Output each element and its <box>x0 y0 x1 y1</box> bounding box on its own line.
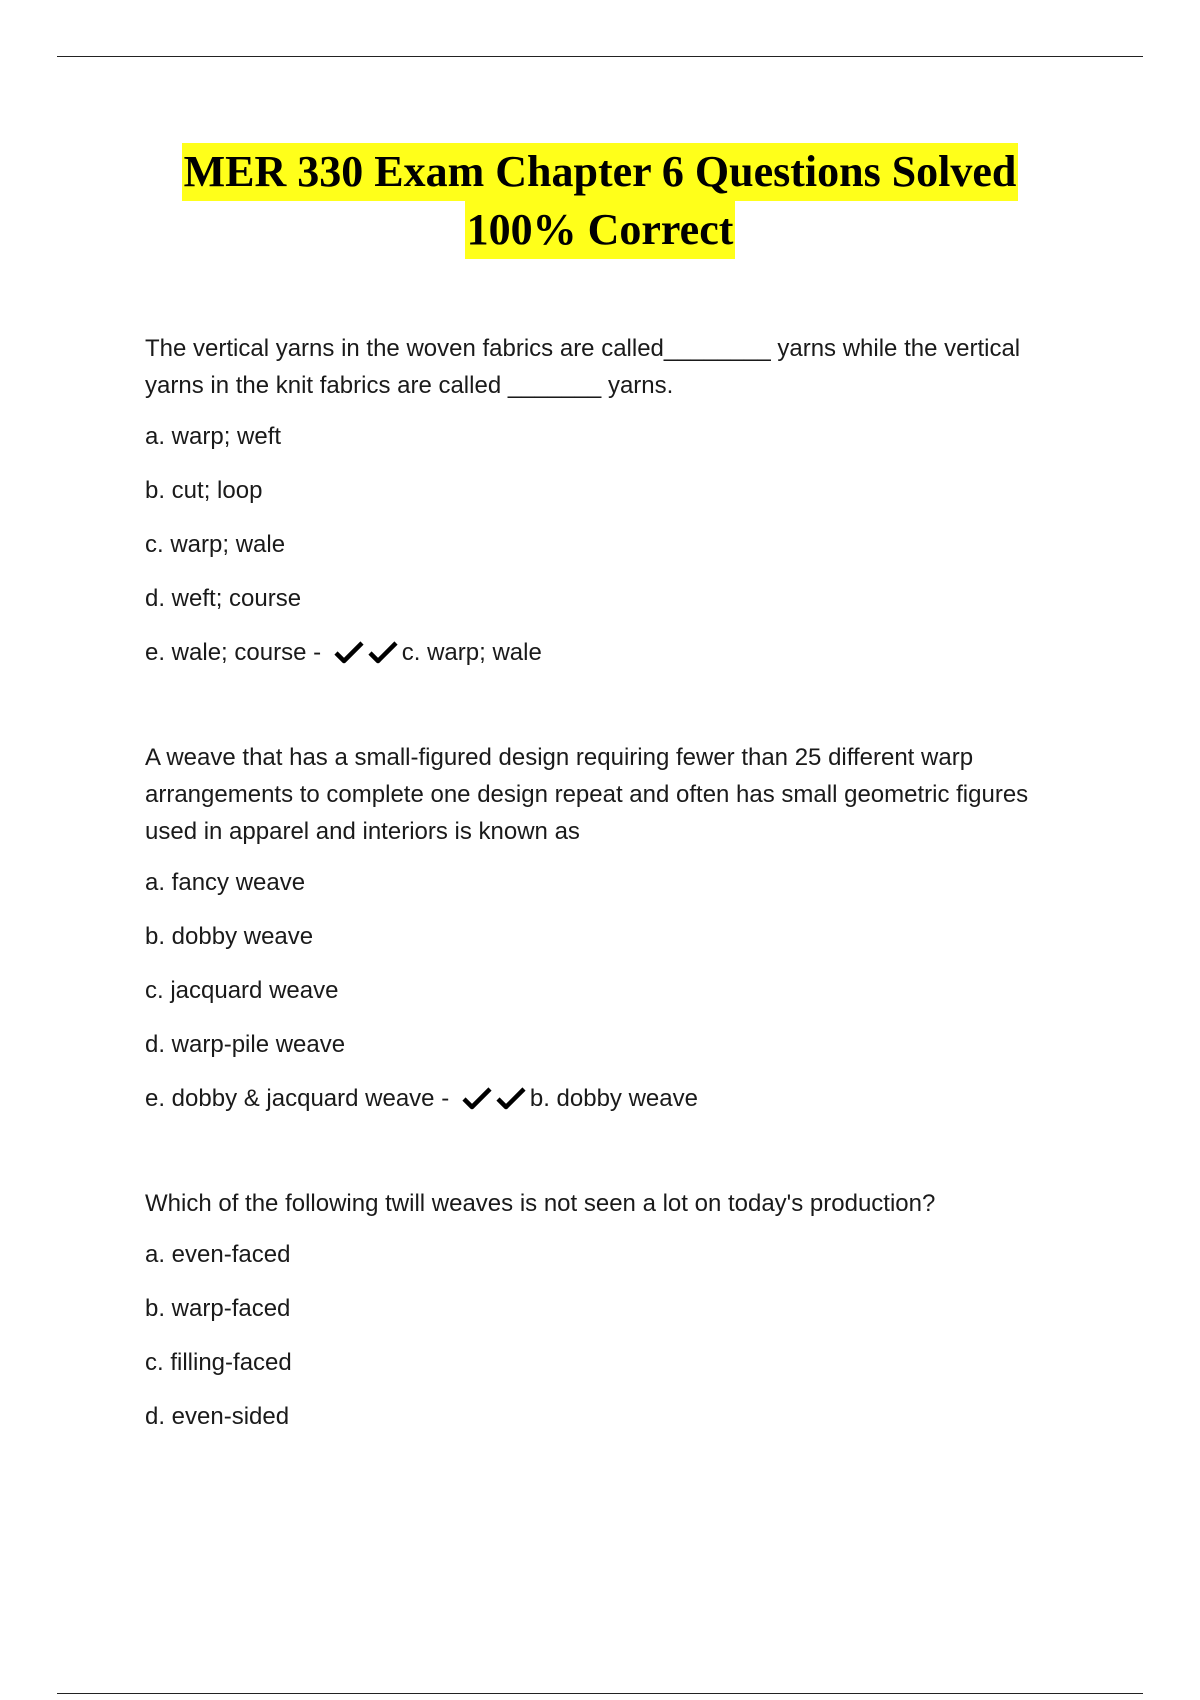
bottom-rule <box>57 1693 1143 1694</box>
question-text: A weave that has a small-figured design requiring fewer than 25 different warp arrangements to complete one design repeat and often has small geometric figures used in apparel and interiors is known as <box>145 744 1029 845</box>
question-text: The vertical yarns in the woven fabrics are called________ yarns while the vertical yarns in the knit fabrics are called _______ yarns. <box>145 335 1021 399</box>
option-a: a. warp; weft <box>145 423 282 450</box>
question-list <box>145 330 1085 1503</box>
question-block-2 <box>145 739 1085 1117</box>
option-c: c. warp; wale <box>145 531 286 558</box>
correct-answer: c. warp; wale <box>401 639 542 666</box>
option-e: e. wale; course - <box>145 639 322 666</box>
option-e: e. dobby & jacquard weave - <box>145 1085 450 1112</box>
option-b: b. dobby weave <box>145 923 314 950</box>
option-e-with-answer <box>145 634 1085 671</box>
option-b: b. cut; loop <box>145 477 263 504</box>
checkmark-icon <box>368 638 398 675</box>
top-rule <box>57 56 1143 57</box>
option-d: d. warp-pile weave <box>145 1031 346 1058</box>
option-a: a. fancy weave <box>145 869 306 896</box>
option-a: a. even-faced <box>145 1241 291 1268</box>
option-e-with-answer <box>145 1080 1085 1117</box>
question-text: Which of the following twill weaves is not seen a lot on today's production? <box>145 1190 936 1217</box>
checkmark-icon <box>334 638 364 675</box>
title-line-1: MER 330 Exam Chapter 6 Questions Solved <box>182 143 1019 201</box>
checkmark-icon <box>462 1084 492 1121</box>
document-title <box>0 143 1200 259</box>
correct-answer: b. dobby weave <box>529 1085 698 1112</box>
option-d: d. even-sided <box>145 1403 290 1430</box>
option-d: d. weft; course <box>145 585 302 612</box>
option-b: b. warp-faced <box>145 1295 291 1322</box>
question-block-3 <box>145 1185 1085 1435</box>
checkmark-icon <box>496 1084 526 1121</box>
title-line-2: 100% Correct <box>465 201 736 259</box>
option-c: c. filling-faced <box>145 1349 292 1376</box>
question-block-1 <box>145 330 1085 671</box>
option-c: c. jacquard weave <box>145 977 339 1004</box>
